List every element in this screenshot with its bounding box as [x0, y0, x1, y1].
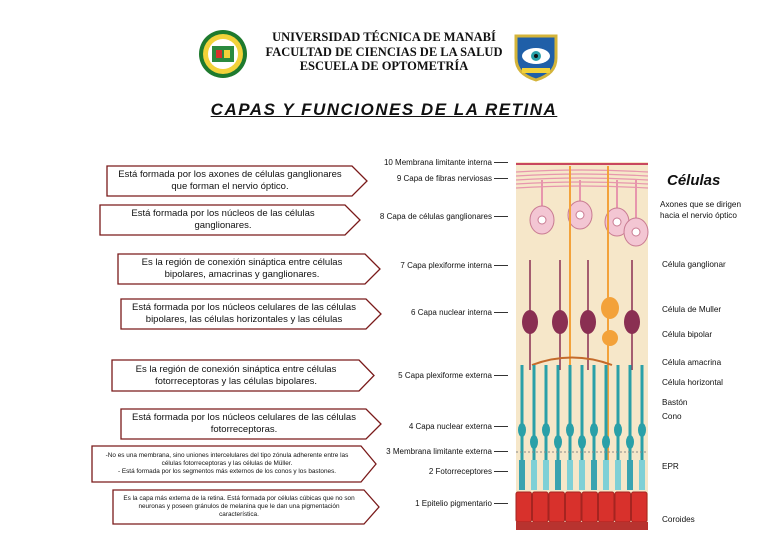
leader-line — [494, 178, 508, 179]
cell-label: Célula amacrina — [662, 358, 722, 367]
choroid-layer — [516, 522, 648, 530]
bipolar-cell — [624, 310, 640, 334]
layer-label-text: 8 Capa de células ganglionares — [379, 212, 492, 221]
photoreceptor-segment — [567, 460, 573, 490]
layer-label-text: 10 Membrana limitante interna — [383, 158, 492, 167]
photoreceptor-segment — [531, 460, 537, 490]
pigment-epithelial-cell — [582, 492, 598, 522]
photoreceptor-nucleus — [638, 423, 646, 437]
pigment-epithelial-cell — [632, 492, 648, 522]
institution-header — [0, 30, 768, 74]
ganglion-nucleus — [538, 216, 546, 224]
leader-line — [494, 426, 508, 427]
photoreceptor-segment — [519, 460, 525, 490]
photoreceptor-segment — [579, 460, 585, 490]
layer-label — [400, 261, 508, 270]
layer-label-text: 9 Capa de fibras nerviosas — [396, 174, 492, 183]
ganglion-nucleus — [632, 228, 640, 236]
layer-label-text: 6 Capa nuclear interna — [411, 308, 492, 317]
leader-line — [494, 375, 508, 376]
description-text: Está formada por los núcleos celulares de las células bipolares, las células horizontales y las células — [132, 302, 356, 325]
description-box — [91, 445, 377, 483]
description-box — [112, 489, 380, 525]
photoreceptor-nucleus — [626, 435, 634, 449]
description-text: Es la región de conexión sináptica entre células fotorreceptoras y las células bipolares. — [135, 363, 337, 387]
leader-line — [494, 216, 508, 217]
photoreceptor-segment — [555, 460, 561, 490]
description-text: -No es una membrana, sino uniones intercelulares del tipo zónula adherente entre las células fotorreceptoras y las células de Müller. - Está formada por los segmentos más externos de los conos y los bastones. — [105, 452, 349, 475]
pigment-epithelial-cell — [599, 492, 615, 522]
layer-label — [411, 308, 508, 317]
description-box — [99, 204, 361, 236]
layer-label-text: 5 Capa plexiforme externa — [398, 371, 492, 380]
layer-label-text: 4 Capa nuclear externa — [408, 422, 492, 431]
cell-label: Célula bipolar — [662, 330, 713, 339]
pigment-epithelial-cell — [566, 492, 582, 522]
photoreceptor-segment — [543, 460, 549, 490]
photoreceptor-nucleus — [590, 423, 598, 437]
layer-label — [384, 158, 508, 167]
photoreceptor-segment — [591, 460, 597, 490]
photoreceptor-nucleus — [554, 435, 562, 449]
ganglion-nucleus — [576, 211, 584, 219]
photoreceptor-nucleus — [578, 435, 586, 449]
retina-illustration — [512, 160, 652, 530]
layer-label-text: 7 Capa plexiforme interna — [400, 261, 492, 270]
layer-label — [398, 371, 508, 380]
cell-label: Bastón — [662, 398, 688, 407]
photoreceptor-nucleus — [566, 423, 574, 437]
photoreceptor-nucleus — [518, 423, 526, 437]
leader-line — [494, 451, 508, 452]
description-box — [106, 165, 368, 197]
university-name: UNIVERSIDAD TÉCNICA DE MANABÍ — [272, 30, 496, 44]
leader-line — [494, 265, 508, 266]
bipolar-cell — [580, 310, 596, 334]
layer-label — [386, 447, 508, 456]
photoreceptor-segment — [615, 460, 621, 490]
photoreceptor-segment — [603, 460, 609, 490]
leader-line — [494, 162, 508, 163]
muller-cell — [601, 297, 619, 319]
cell-label: Célula de Muller — [662, 305, 722, 314]
layer-label — [380, 212, 508, 221]
cell-label: Célula ganglionar — [662, 260, 726, 269]
layer-label-text: 2 Fotorreceptores — [428, 467, 492, 476]
school-name: ESCUELA DE OPTOMETRÍA — [299, 59, 469, 73]
cell-label: Cono — [662, 412, 682, 421]
photoreceptor-nucleus — [614, 423, 622, 437]
page-title: CAPAS Y FUNCIONES DE LA RETINA — [210, 100, 558, 119]
leader-line — [494, 503, 508, 504]
description-text: Es la región de conexión sináptica entre células bipolares, amacrinas y ganglionares. — [141, 257, 343, 280]
description-box — [120, 408, 382, 440]
pigment-epithelial-cell — [615, 492, 631, 522]
cell-label: Célula horizontal — [662, 378, 723, 387]
layer-label-text: 1 Epitelio pigmentario — [415, 499, 492, 508]
layer-label — [415, 499, 508, 508]
layer-label — [429, 467, 508, 476]
leader-line — [494, 312, 508, 313]
amacrine-cell — [602, 330, 618, 346]
pigment-epithelial-cell — [533, 492, 549, 522]
layer-label — [409, 422, 508, 431]
pigment-epithelial-cell — [549, 492, 565, 522]
photoreceptor-nucleus — [530, 435, 538, 449]
cells-title: Células — [667, 172, 721, 189]
description-text: Está formada por los núcleos de las células ganglionares. — [131, 208, 315, 231]
description-box — [120, 298, 382, 330]
ganglion-nucleus — [613, 218, 621, 226]
photoreceptor-segment — [639, 460, 645, 490]
layer-label — [397, 174, 508, 183]
bipolar-cell — [522, 310, 538, 334]
layer-label-text: 3 Membrana limitante externa — [386, 447, 492, 456]
cell-label: Axones que se dirigen hacia el nervio óptico — [660, 200, 742, 220]
faculty-name: FACULTAD DE CIENCIAS DE LA SALUD — [265, 44, 503, 59]
description-text: Está formada por los axones de células ganglionares que forman el nervio óptico. — [118, 169, 342, 192]
cell-label: Coroides — [662, 515, 695, 524]
leader-line — [494, 471, 508, 472]
photoreceptor-segment — [627, 460, 633, 490]
bipolar-cell — [552, 310, 568, 334]
description-box — [111, 359, 375, 392]
photoreceptor-nucleus — [602, 435, 610, 449]
description-text: Es la capa más externa de la retina. Está formada por células cúbicas que no son neuronas y poseen gránulos de melanina que le dan una pigmentación característica. — [123, 495, 355, 518]
photoreceptor-nucleus — [542, 423, 550, 437]
cell-label: EPR — [662, 462, 679, 471]
description-text: Está formada por los núcleos celulares de las células fotorreceptoras. — [132, 412, 356, 435]
pigment-epithelial-cell — [516, 492, 532, 522]
description-box — [117, 253, 381, 285]
